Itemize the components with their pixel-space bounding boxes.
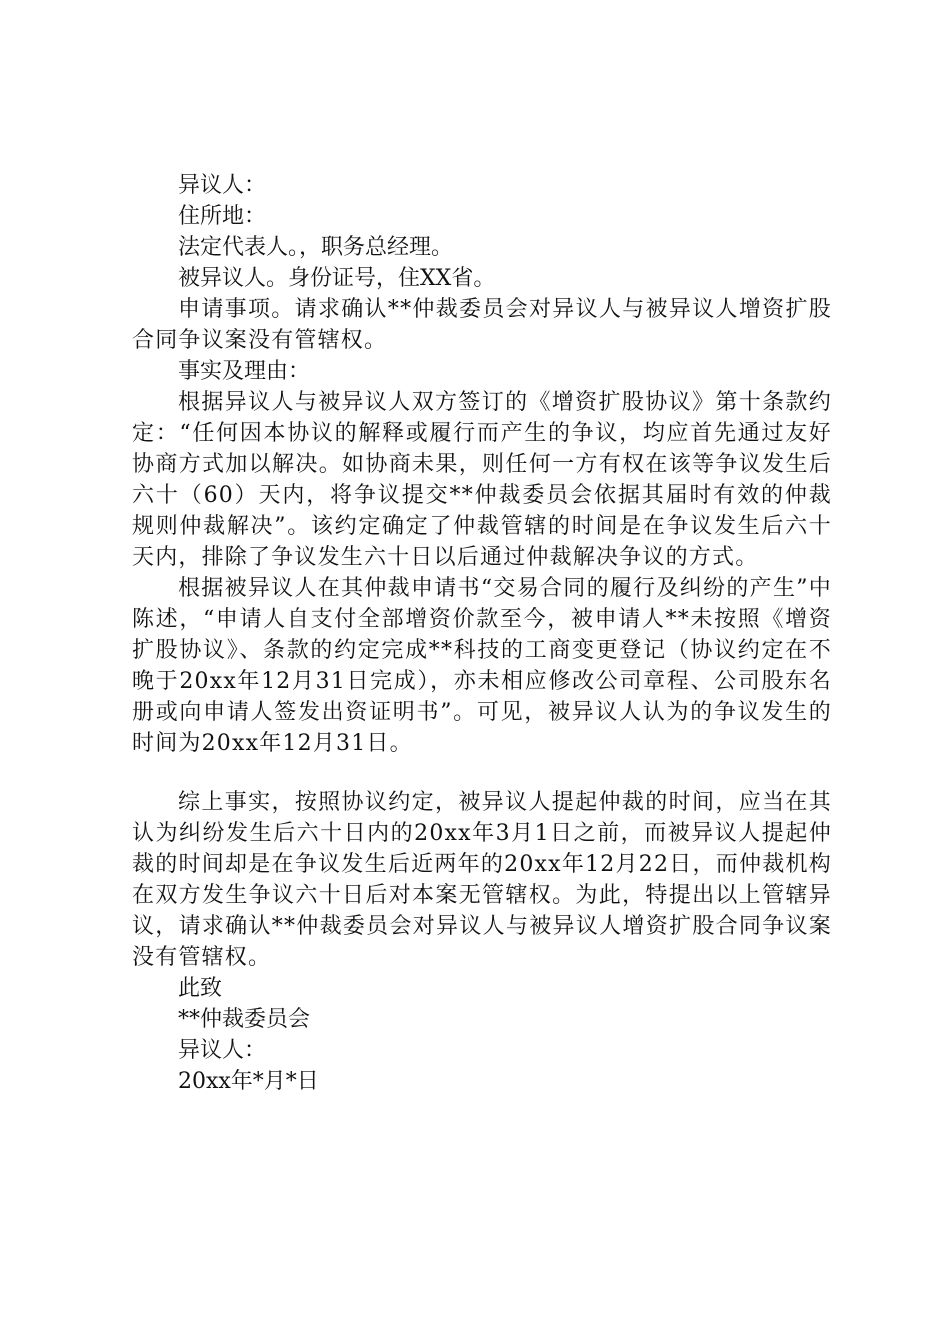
conclusion-paragraph: 综上事实，按照协议约定，被异议人提起仲裁的时间，应当在其认为纠纷发生后六十日内的20xx年3月1日之前，而被异议人提起仲裁的时间却是在争议发生后近两年的20xx年12月22日，而仲裁机构在双方发生争议六十日后对本案无管辖权。为此，特提出以上管辖异议，请求确认**仲裁委员会对异议人与被异议人增资扩股合同争议案没有管辖权。 bbox=[132, 790, 832, 970]
facts-paragraph-2: 根据被异议人在其仲裁申请书“交易合同的履行及纠纷的产生”中陈述，“申请人自支付全部增资价款至今，被申请人**未按照《增资扩股协议》、条款的约定完成**科技的工商变更登记（协议约定在不晚于20xx年12月31日完成），亦未相应修改公司章程、公司股东名册或向申请人签发出资证明书”。可见，被异议人认为的争议发生的时间为20xx年12月31日。 bbox=[132, 576, 832, 756]
respondent-line: 被异议人。身份证号，住XX省。 bbox=[178, 266, 496, 291]
facts-paragraph-1: 根据异议人与被异议人双方签订的《增资扩股协议》第十条款约定：“任何因本协议的解释或履行而产生的争议，均应首先通过友好协商方式加以解决。如协商未果，则任何一方有权在该等争议发生后六十（60）天内，将争议提交**仲裁委员会依据其届时有效的仲裁规则仲裁解决”。该约定确定了仲裁管辖的时间是在争议发生后六十天内，排除了争议发生六十日以后通过仲裁解决争议的方式。 bbox=[132, 390, 832, 570]
document-body bbox=[132, 170, 832, 1097]
signer-line: 异议人： bbox=[178, 1038, 267, 1063]
addressee-line: **仲裁委员会 bbox=[178, 1007, 311, 1032]
date-line: 20xx年*月*日 bbox=[178, 1069, 319, 1094]
paragraph-gap bbox=[132, 759, 832, 787]
salutation-line: 此致 bbox=[178, 976, 223, 1001]
objector-line: 异议人： bbox=[178, 173, 267, 198]
request-paragraph: 申请事项。请求确认**仲裁委员会对异议人与被异议人增资扩股合同争议案没有管辖权。 bbox=[132, 297, 832, 353]
legal-representative-line: 法定代表人。，职务总经理。 bbox=[178, 235, 454, 260]
address-line: 住所地： bbox=[178, 204, 267, 229]
facts-heading: 事实及理由： bbox=[178, 359, 311, 384]
